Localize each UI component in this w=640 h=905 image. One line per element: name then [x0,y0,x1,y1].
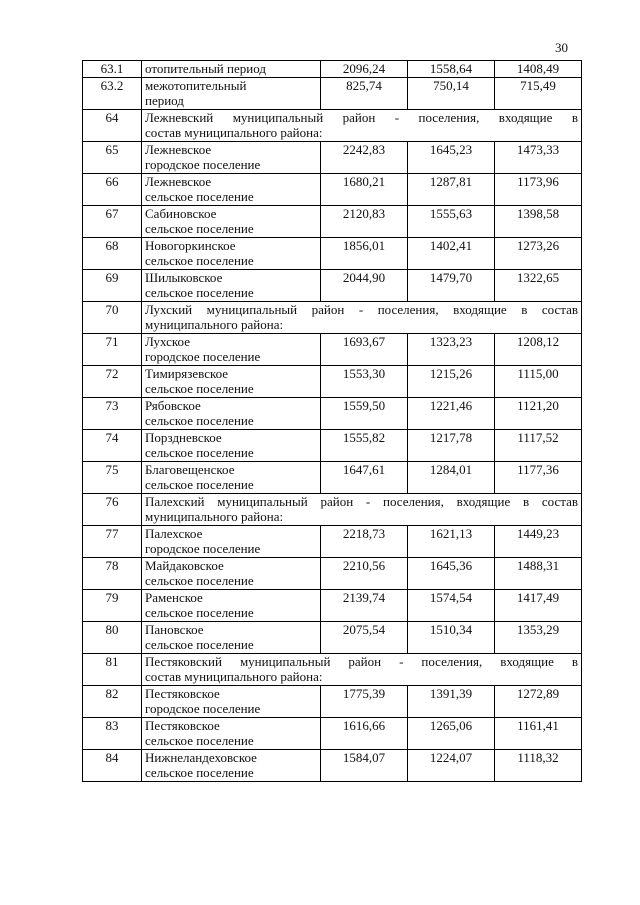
value-v3: 1115,00 [495,366,582,398]
settlement-name-line: межотопительный [145,78,247,93]
tariff-table-body [83,61,582,782]
settlement-name [142,526,321,558]
table-row [83,654,582,686]
settlement-name [142,430,321,462]
value-v1: 2096,24 [321,61,408,78]
district-heading-line: состав муниципального района: [145,125,323,140]
district-heading [142,110,582,142]
settlement-name-line: сельское поселение [145,573,254,588]
settlement-name-line: отопительный период [145,61,266,76]
settlement-name [142,334,321,366]
settlement-name-line: Порздневское [145,430,222,445]
settlement-name-line: Лухское [145,334,190,349]
settlement-name [142,174,321,206]
settlement-name-line: Тимирязевское [145,366,229,381]
row-number: 71 [83,334,142,366]
settlement-name-line: сельское поселение [145,413,254,428]
row-number: 80 [83,622,142,654]
settlement-name-line: Палехское [145,526,203,541]
settlement-name-line: сельское поселение [145,765,254,780]
value-v2: 1645,36 [408,558,495,590]
value-v3: 1353,29 [495,622,582,654]
value-v2: 1215,26 [408,366,495,398]
value-v3: 1117,52 [495,430,582,462]
settlement-name-line: Майдаковское [145,558,224,573]
row-number: 64 [83,110,142,142]
value-v2: 1621,13 [408,526,495,558]
district-heading-line: муниципального района: [145,509,284,524]
row-number: 78 [83,558,142,590]
value-v1: 1680,21 [321,174,408,206]
table-row [83,174,582,206]
settlement-name-line: сельское поселение [145,381,254,396]
value-v2: 1510,34 [408,622,495,654]
settlement-name [142,142,321,174]
district-heading-line: муниципального района: [145,317,284,332]
row-number: 75 [83,462,142,494]
value-v1: 1559,50 [321,398,408,430]
value-v1: 2139,74 [321,590,408,622]
row-number: 84 [83,750,142,782]
table-row [83,270,582,302]
settlement-name [142,718,321,750]
table-row [83,398,582,430]
row-number: 76 [83,494,142,526]
tariff-table [82,60,582,782]
table-row [83,750,582,782]
value-v2: 1479,70 [408,270,495,302]
settlement-name [142,750,321,782]
settlement-name [142,398,321,430]
settlement-name [142,366,321,398]
table-row [83,302,582,334]
value-v3: 1173,96 [495,174,582,206]
settlement-name-line: Лежневское [145,174,212,189]
value-v1: 1856,01 [321,238,408,270]
row-number: 82 [83,686,142,718]
settlement-name-line: Лежневское [145,142,212,157]
table-row [83,622,582,654]
settlement-name [142,590,321,622]
row-number: 73 [83,398,142,430]
value-v2: 1574,54 [408,590,495,622]
value-v3: 1272,89 [495,686,582,718]
value-v1: 2218,73 [321,526,408,558]
settlement-name-line: сельское поселение [145,221,254,236]
value-v2: 1645,23 [408,142,495,174]
row-number: 72 [83,366,142,398]
value-v2: 1402,41 [408,238,495,270]
settlement-name-line: сельское поселение [145,733,254,748]
table-row [83,718,582,750]
value-v3: 715,49 [495,78,582,110]
value-v3: 1273,26 [495,238,582,270]
district-heading [142,302,582,334]
value-v3: 1161,41 [495,718,582,750]
table-row [83,430,582,462]
settlement-name-line: Благовещенское [145,462,235,477]
value-v2: 1323,23 [408,334,495,366]
value-v3: 1322,65 [495,270,582,302]
value-v3: 1473,33 [495,142,582,174]
row-number: 68 [83,238,142,270]
row-number: 66 [83,174,142,206]
settlement-name-line: Новогоркинское [145,238,236,253]
settlement-name-line: городское поселение [145,701,261,716]
table-row [83,686,582,718]
table-row [83,78,582,110]
settlement-name-line: сельское поселение [145,253,254,268]
row-number: 63.1 [83,61,142,78]
value-v1: 1693,67 [321,334,408,366]
table-row [83,558,582,590]
value-v2: 1558,64 [408,61,495,78]
settlement-name [142,622,321,654]
value-v1: 825,74 [321,78,408,110]
table-row [83,206,582,238]
table-row [83,366,582,398]
value-v3: 1121,20 [495,398,582,430]
value-v2: 750,14 [408,78,495,110]
table-row [83,462,582,494]
value-v1: 2120,83 [321,206,408,238]
district-heading [142,654,582,686]
settlement-name-line: сельское поселение [145,637,254,652]
page-number: 30 [555,40,568,55]
settlement-name-line: Рябовское [145,398,201,413]
value-v2: 1284,01 [408,462,495,494]
value-v1: 1555,82 [321,430,408,462]
row-number: 67 [83,206,142,238]
value-v3: 1208,12 [495,334,582,366]
table-row [83,61,582,78]
value-v1: 1775,39 [321,686,408,718]
value-v2: 1221,46 [408,398,495,430]
value-v2: 1391,39 [408,686,495,718]
settlement-name-line: Шилыковское [145,270,223,285]
row-number: 74 [83,430,142,462]
settlement-name-line: Пестяковское [145,686,220,701]
row-number: 70 [83,302,142,334]
value-v3: 1408,49 [495,61,582,78]
settlement-name [142,686,321,718]
value-v2: 1224,07 [408,750,495,782]
value-v1: 2075,54 [321,622,408,654]
settlement-name-line: сельское поселение [145,285,254,300]
value-v1: 1584,07 [321,750,408,782]
row-number: 77 [83,526,142,558]
row-number: 65 [83,142,142,174]
settlement-name-line: сельское поселение [145,445,254,460]
value-v3: 1177,36 [495,462,582,494]
value-v2: 1265,06 [408,718,495,750]
value-v3: 1449,23 [495,526,582,558]
row-number: 83 [83,718,142,750]
settlement-name-line: Сабиновское [145,206,217,221]
settlement-name [142,270,321,302]
district-heading-line: Пестяковский муниципальный район - поселения, входящие в [145,654,578,669]
value-v2: 1555,63 [408,206,495,238]
settlement-name-line: городское поселение [145,541,261,556]
table-row [83,494,582,526]
value-v3: 1488,31 [495,558,582,590]
district-heading-line: Лежневский муниципальный район - поселения, входящие в [145,110,578,125]
value-v3: 1118,32 [495,750,582,782]
value-v3: 1417,49 [495,590,582,622]
settlement-name [142,558,321,590]
value-v1: 1553,30 [321,366,408,398]
settlement-name-line: Пановское [145,622,204,637]
settlement-name-line: сельское поселение [145,477,254,492]
settlement-name-line: Пестяковское [145,718,220,733]
row-number: 81 [83,654,142,686]
row-number: 69 [83,270,142,302]
value-v1: 2210,56 [321,558,408,590]
settlement-name-line: Нижнеландеховское [145,750,257,765]
settlement-name [142,78,321,110]
table-row [83,334,582,366]
value-v1: 2044,90 [321,270,408,302]
settlement-name [142,238,321,270]
table-row [83,110,582,142]
settlement-name-line: городское поселение [145,157,261,172]
settlement-name [142,462,321,494]
table-row [83,142,582,174]
value-v1: 1647,61 [321,462,408,494]
district-heading-line: состав муниципального района: [145,669,323,684]
value-v1: 2242,83 [321,142,408,174]
table-row [83,238,582,270]
table-row [83,526,582,558]
settlement-name-line: сельское поселение [145,605,254,620]
value-v2: 1217,78 [408,430,495,462]
value-v3: 1398,58 [495,206,582,238]
settlement-name [142,61,321,78]
table-row [83,590,582,622]
district-heading-line: Палехский муниципальный район - поселения, входящие в состав [145,494,578,509]
settlement-name-line: Раменское [145,590,203,605]
settlement-name-line: сельское поселение [145,189,254,204]
value-v1: 1616,66 [321,718,408,750]
district-heading [142,494,582,526]
row-number: 63.2 [83,78,142,110]
value-v2: 1287,81 [408,174,495,206]
district-heading-line: Лухский муниципальный район - поселения, входящие в состав [145,302,578,317]
row-number: 79 [83,590,142,622]
settlement-name-line: период [145,93,184,108]
settlement-name [142,206,321,238]
settlement-name-line: городское поселение [145,349,261,364]
